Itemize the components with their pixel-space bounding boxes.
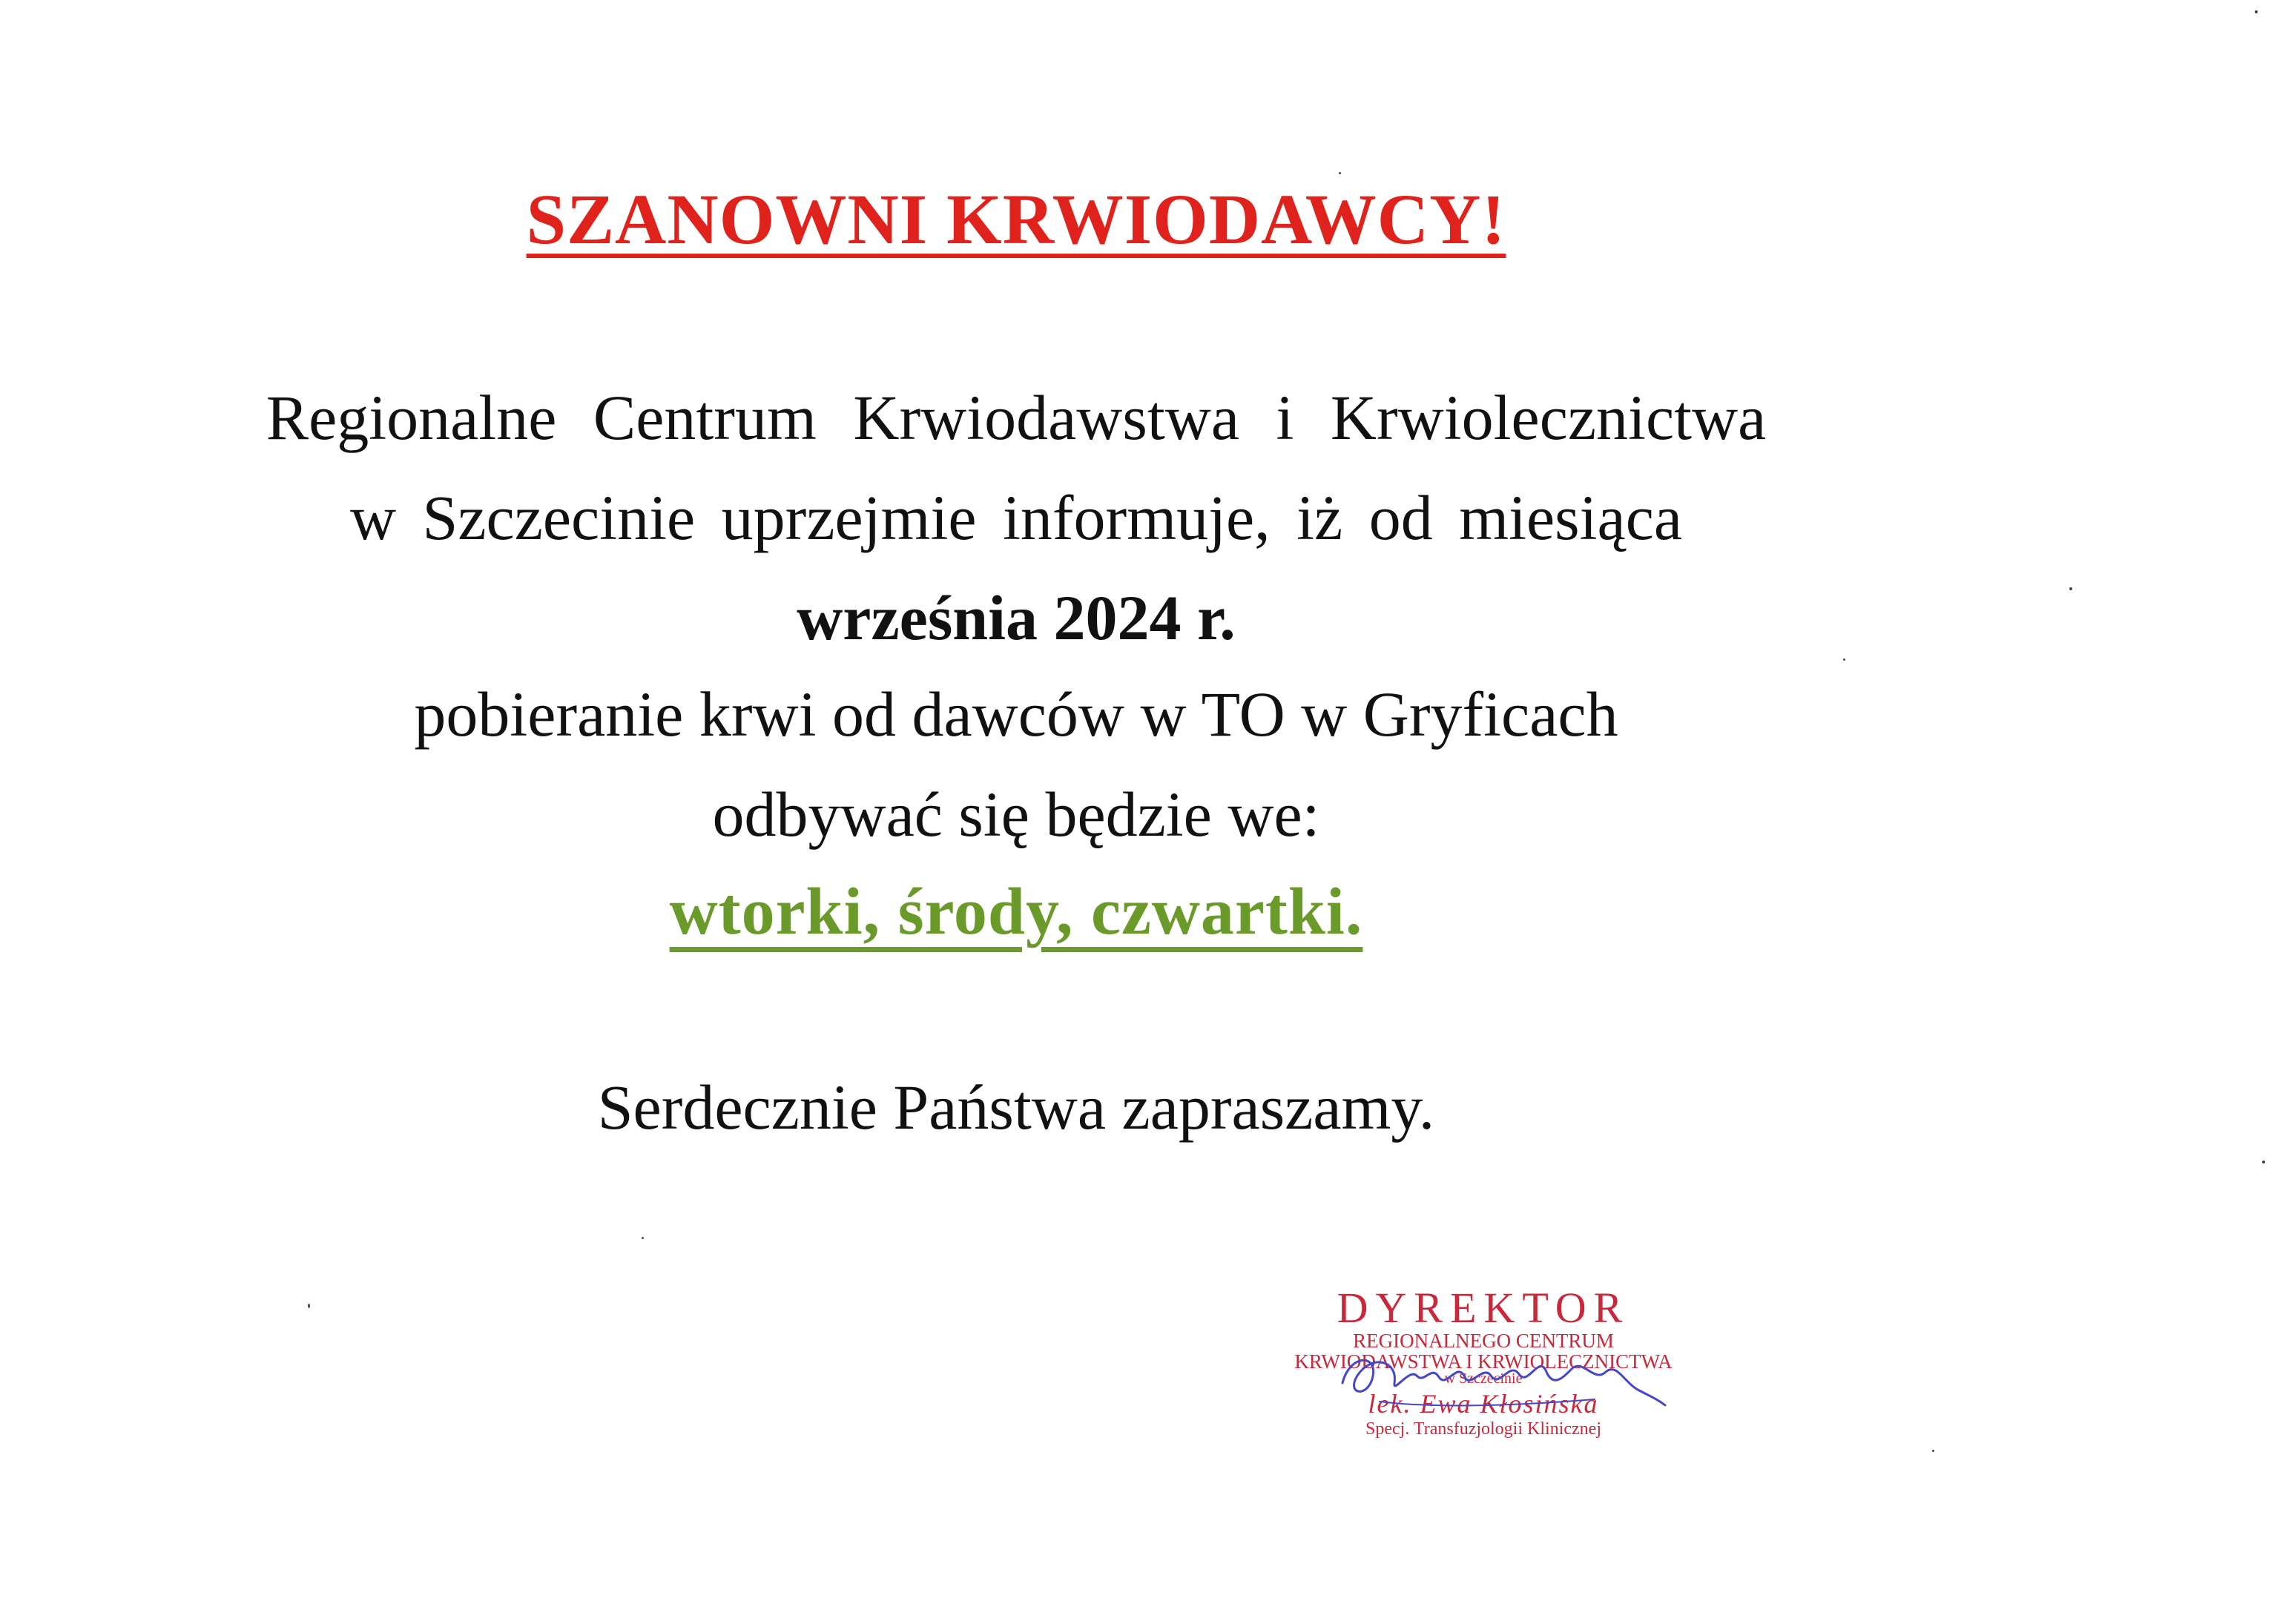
stamp-subtitle-2: KRWIODAWSTWA I KRWIOLECZNICTWA <box>1294 1350 1673 1373</box>
director-stamp <box>1276 1284 1691 1457</box>
stamp-subtitle-1: REGIONALNEGO CENTRUM <box>1353 1330 1614 1352</box>
scan-speck <box>642 1237 644 1239</box>
notice-line-institution: Regionalne Centrum Krwiodawstwa i Krwiolecznictwa <box>266 382 1767 453</box>
notice-closing: Serdecznie Państwa zapraszamy. <box>597 1072 1435 1143</box>
stamp-specialty: Specj. Transfuzjologii Klinicznej <box>1365 1419 1601 1439</box>
scan-speck <box>308 1304 310 1308</box>
notice-date: września 2024 r. <box>797 582 1236 653</box>
scan-speck <box>2069 587 2072 590</box>
notice-line-schedule-intro: odbywać się będzie we: <box>712 779 1320 850</box>
stamp-name: lek. Ewa Kłosińska <box>1368 1389 1599 1419</box>
stamp-subtitle-3: w Szczecinie <box>1444 1370 1523 1387</box>
stamp-title: DYREKTOR <box>1337 1284 1630 1332</box>
notice-days-text: wtorki, środy, czwartki. <box>669 875 1363 948</box>
notice-heading <box>0 179 2032 259</box>
notice-line-location: pobieranie krwi od dawców w TO w Gryficach <box>414 679 1618 750</box>
scan-speck <box>1932 1450 1934 1452</box>
notice-line-city: w Szczecinie uprzejmie informuje, iż od miesiąca <box>349 482 1683 553</box>
notice-heading-text: SZANOWNI KRWIODAWCY! <box>526 179 1506 259</box>
scan-speck <box>2262 1161 2265 1163</box>
scan-speck <box>1339 172 1341 174</box>
notice-days <box>0 875 2032 948</box>
handwritten-signature <box>1328 1331 1669 1420</box>
scan-speck <box>1843 658 1845 661</box>
scan-speck <box>2255 10 2258 13</box>
